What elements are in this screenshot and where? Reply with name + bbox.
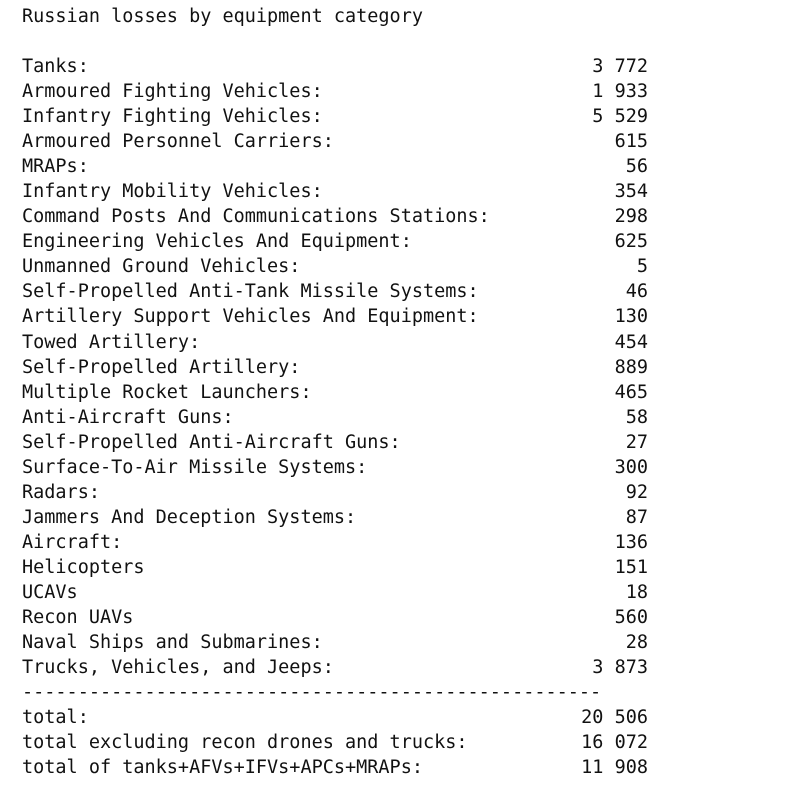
list-item	[22, 655, 648, 680]
list-item	[22, 229, 648, 254]
item-label: Multiple Rocket Launchers:	[22, 381, 312, 403]
item-value: 136	[614, 531, 648, 553]
item-value: 58	[625, 406, 648, 428]
item-value: 465	[614, 381, 648, 403]
item-value: 3 873	[592, 657, 648, 679]
item-label: Tanks:	[22, 56, 89, 77]
item-label: Armoured Fighting Vehicles:	[22, 81, 323, 103]
list-item	[22, 580, 648, 605]
item-value: 1 933	[592, 81, 648, 103]
list-item	[22, 555, 648, 580]
list-item	[22, 505, 648, 530]
item-label: Self-Propelled Anti-Aircraft Guns:	[22, 431, 401, 453]
item-value: 46	[625, 281, 648, 303]
item-value: 615	[614, 131, 648, 153]
item-label: Armoured Personnel Carriers:	[22, 131, 334, 153]
item-value: 18	[625, 581, 648, 603]
item-value: 298	[614, 206, 648, 228]
item-value: 27	[625, 431, 648, 453]
total-value: 16 072	[581, 732, 648, 754]
list-item	[22, 455, 648, 480]
list-item	[22, 480, 648, 505]
list-item	[22, 154, 648, 179]
item-label: Aircraft:	[22, 531, 123, 553]
item-label: Naval Ships and Submarines:	[22, 632, 323, 654]
total-value: 11 908	[581, 757, 648, 779]
item-label: Artillery Support Vehicles And Equipment:	[22, 306, 479, 328]
item-value: 151	[614, 556, 648, 578]
item-label: Anti-Aircraft Guns:	[22, 406, 234, 428]
item-value: 5 529	[592, 106, 648, 128]
list-item	[22, 54, 648, 79]
item-value: 87	[625, 506, 648, 528]
item-value: 560	[614, 607, 648, 629]
list-item	[22, 605, 648, 630]
item-value: 130	[614, 306, 648, 328]
totals-list	[22, 705, 648, 780]
list-item	[22, 355, 648, 380]
item-value: 889	[614, 356, 648, 378]
item-label: Trucks, Vehicles, and Jeeps:	[22, 657, 334, 679]
total-row	[22, 755, 648, 780]
item-label: Helicopters	[22, 556, 145, 578]
item-label: Self-Propelled Anti-Tank Missile Systems:	[22, 281, 479, 303]
list-item	[22, 530, 648, 555]
item-value: 3 772	[592, 56, 648, 77]
total-label: total excluding recon drones and trucks:	[22, 732, 468, 754]
total-row	[22, 730, 648, 755]
list-item	[22, 104, 648, 129]
item-value: 28	[625, 632, 648, 654]
item-value: 454	[614, 331, 648, 353]
list-item	[22, 279, 648, 304]
total-value: 20 506	[581, 707, 648, 729]
losses-document	[22, 4, 648, 780]
item-label: Infantry Fighting Vehicles:	[22, 106, 323, 128]
total-label: total:	[22, 707, 89, 729]
item-label: Towed Artillery:	[22, 331, 201, 353]
total-label: total of tanks+AFVs+IFVs+APCs+MRAPs:	[22, 757, 423, 779]
item-value: 5	[636, 256, 648, 278]
item-label: UCAVs	[22, 581, 78, 603]
list-item	[22, 630, 648, 655]
item-value: 300	[614, 456, 648, 478]
document-title: Russian losses by equipment category	[22, 6, 423, 27]
item-label: Jammers And Deception Systems:	[22, 506, 357, 528]
list-item	[22, 380, 648, 405]
item-value: 92	[625, 481, 648, 503]
equipment-list	[22, 54, 648, 680]
list-item	[22, 405, 648, 430]
item-label: MRAPs:	[22, 156, 89, 178]
item-label: Self-Propelled Artillery:	[22, 356, 301, 378]
list-item	[22, 179, 648, 204]
item-label: Command Posts And Communications Stations:	[22, 206, 490, 228]
item-label: Surface-To-Air Missile Systems:	[22, 456, 368, 478]
item-label: Recon UAVs	[22, 607, 134, 629]
item-label: Engineering Vehicles And Equipment:	[22, 231, 412, 253]
item-value: 56	[625, 156, 648, 178]
item-label: Unmanned Ground Vehicles:	[22, 256, 301, 278]
item-value: 354	[614, 181, 648, 203]
total-row	[22, 705, 648, 730]
item-value: 625	[614, 231, 648, 253]
list-item	[22, 304, 648, 329]
list-item	[22, 79, 648, 104]
list-item	[22, 330, 648, 355]
list-item	[22, 254, 648, 279]
list-item	[22, 430, 648, 455]
item-label: Radars:	[22, 481, 100, 503]
list-item	[22, 129, 648, 154]
item-label: Infantry Mobility Vehicles:	[22, 181, 323, 203]
list-item	[22, 204, 648, 229]
divider-line: ----------------------------------------------------	[22, 682, 602, 704]
